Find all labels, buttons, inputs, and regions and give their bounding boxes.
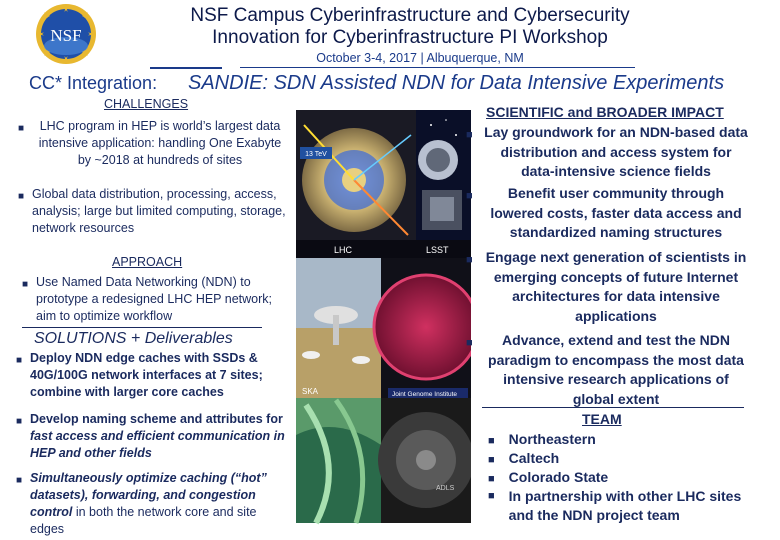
impact-item — [466, 184, 750, 243]
challenge-text: LHC program in HEP is world’s largest data intensive application: handling One Exabyte by ~2018 at hundreds of sites — [38, 119, 282, 167]
solution-item — [16, 411, 290, 462]
impact-heading: SCIENTIFIC and BROADER IMPACT — [486, 104, 724, 120]
team-heading: TEAM — [582, 411, 622, 427]
team-item — [488, 449, 559, 470]
tev-label: 13 TeV — [305, 151, 327, 158]
bullet-icon: ■ — [16, 416, 23, 427]
approach-item — [22, 274, 292, 325]
bullet-icon: ■ — [22, 279, 29, 290]
bullet-icon: ■ — [16, 475, 23, 486]
impact-text: Engage next generation of scientists in emerging concepts of future Internet architectures for data intensive applications — [485, 249, 747, 324]
bullet-icon: ■ — [16, 355, 23, 366]
solution-item — [16, 350, 290, 401]
impact-text: Lay groundwork for an NDN-based data distribution and access system for data-intensive science fields — [484, 124, 748, 179]
jgi-label: Joint Genome Institute — [392, 391, 458, 398]
lhc-label: LHC — [334, 245, 353, 255]
bullet-icon: ■ — [18, 123, 25, 134]
bullet-icon: ■ — [466, 190, 473, 202]
ska-image — [296, 258, 381, 398]
ska-label: SKA — [302, 387, 319, 396]
impact-item — [466, 331, 750, 409]
challenges-heading: CHALLENGES — [104, 97, 189, 111]
team-item — [488, 468, 608, 489]
bullet-icon: ■ — [488, 454, 495, 466]
solution-text: in both the network core and site edges — [30, 505, 257, 536]
lhc-event-image — [296, 110, 416, 240]
bullet-icon: ■ — [466, 129, 473, 141]
team-member: Northeastern — [508, 431, 596, 447]
approach-heading: APPROACH — [112, 255, 183, 269]
approach-text: Use Named Data Networking (NDN) to prototype a redesigned LHC HEP network; aim to optimize workflow — [36, 275, 273, 323]
team-member: In partnership with other LHC sites and the NDN project team — [508, 488, 742, 523]
genome-image — [374, 258, 471, 398]
challenge-item — [18, 186, 288, 237]
challenge-item — [18, 118, 288, 169]
lsst-image — [416, 110, 471, 245]
challenge-text: Global data distribution, processing, access, analysis; large but limited computing, storage, network resources — [32, 187, 286, 235]
bullet-icon: ■ — [466, 337, 473, 349]
team-item — [488, 487, 748, 525]
sky-survey-image — [378, 398, 471, 523]
title-line-1: NSF Campus Cyberinfrastructure and Cybersecurity — [190, 5, 630, 26]
bullet-icon: ■ — [488, 473, 495, 485]
page-title — [110, 5, 710, 49]
subtitle-divider — [240, 67, 635, 68]
event-subtitle: October 3-4, 2017 | Albuquerque, NM — [316, 51, 524, 65]
solutions-heading: SOLUTIONS + Deliverables — [34, 330, 233, 347]
solution-text-wrap — [30, 411, 290, 462]
impact-text: Benefit user community through lowered costs, faster data access and standardized naming structures — [490, 185, 742, 240]
adls-label: ADLS — [436, 485, 455, 492]
project-divider — [150, 67, 222, 69]
bullet-icon: ■ — [466, 254, 473, 266]
impact-text: Advance, extend and test the NDN paradigm to encompass the most data intensive research applications of global extent — [488, 332, 744, 407]
project-label: CC* Integration: — [29, 73, 158, 93]
team-member: Colorado State — [508, 469, 609, 485]
solution-item — [16, 470, 290, 538]
nsf-logo-text: NSF — [50, 26, 82, 45]
bullet-icon: ■ — [18, 191, 25, 202]
nsf-logo — [34, 2, 98, 66]
impact-item — [466, 248, 750, 326]
bullet-icon: ■ — [488, 435, 495, 447]
bullet-icon: ■ — [488, 490, 495, 502]
genomics-image — [296, 398, 381, 523]
solutions-divider — [22, 327, 262, 328]
impact-divider — [482, 407, 744, 408]
title-line-2: Innovation for Cyberinfrastructure PI Workshop — [212, 27, 608, 48]
solution-text-italic: Simultaneously optimize caching (“hot” datasets), forwarding, and congestion control — [30, 471, 267, 519]
solution-text: Deploy NDN edge caches with SSDs & 40G/100G network interfaces at 7 sites; combine with larger core caches — [30, 351, 263, 399]
team-item — [488, 430, 596, 451]
team-member: Caltech — [508, 450, 560, 466]
solution-text-italic: fast access and efficient communication in HEP and other fields — [30, 429, 285, 460]
project-title: SANDIE: SDN Assisted NDN for Data Intensive Experiments — [188, 72, 725, 94]
image-collage — [296, 105, 471, 525]
lsst-label: LSST — [426, 245, 449, 255]
solution-text-wrap — [30, 470, 290, 538]
solution-text: Develop naming scheme and attributes for — [30, 412, 283, 426]
impact-item — [466, 123, 750, 182]
